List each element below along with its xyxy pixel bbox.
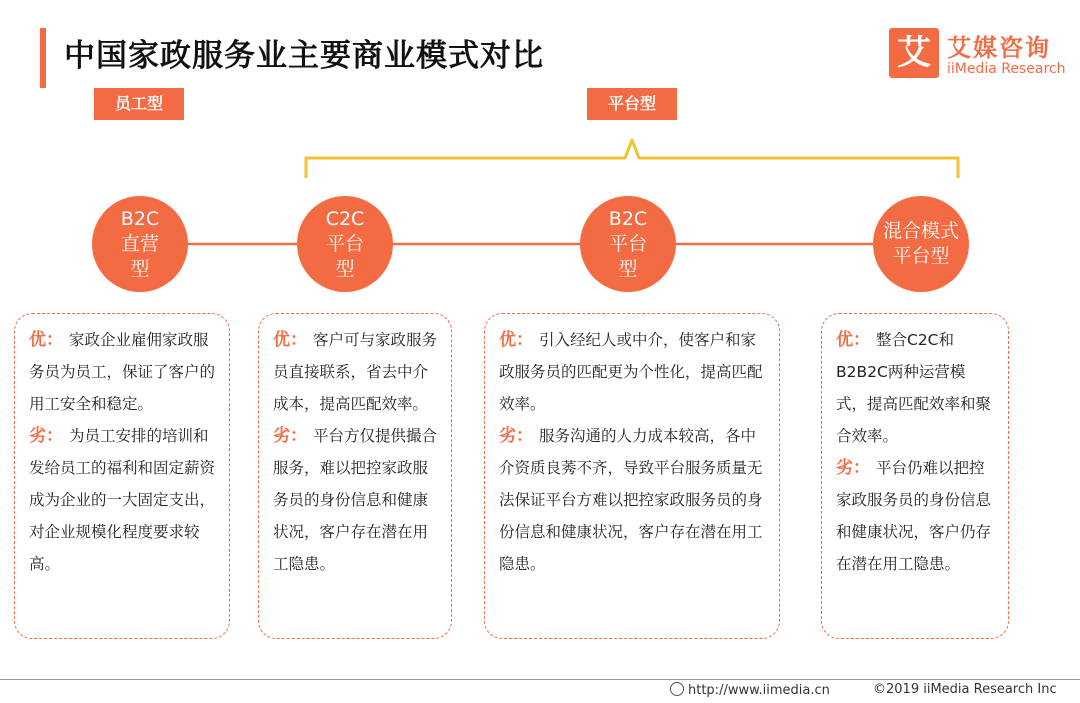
- logo-name-cn: 艾媒咨询: [947, 34, 1051, 62]
- node-label-line: 混合模式: [882, 220, 959, 242]
- model-card-b2c-direct: [14, 313, 230, 639]
- model-node-b2c-platform: [580, 196, 676, 292]
- pros-label: 优：: [499, 330, 533, 350]
- node-label-line: 直营: [120, 232, 159, 255]
- node-label-line: 平台: [608, 232, 647, 255]
- pros-text: [499, 324, 765, 420]
- logo-mark: 艾: [889, 28, 939, 78]
- footer-url-text[interactable]: http://www.iimedia.cn: [688, 683, 830, 698]
- model-card-hybrid-platform: [821, 313, 1009, 639]
- cons-text: [499, 420, 765, 580]
- model-card-b2c-platform: [484, 313, 780, 639]
- model-node-b2c-direct: [92, 196, 188, 292]
- globe-icon: [670, 682, 684, 696]
- cons-text: [836, 452, 994, 580]
- pros-content: 整合C2C和B2B2C两种运营模式，提高匹配效率和聚合效率。: [836, 331, 992, 445]
- group-tag-platform: 平台型: [587, 88, 677, 120]
- node-label-line: 型: [335, 257, 355, 280]
- node-label-line: 型: [130, 257, 150, 280]
- footer-copyright: ©2019 iiMedia Research Inc: [873, 682, 1057, 697]
- node-label-line: 型: [618, 257, 638, 280]
- logo-name-en: iiMedia Research: [947, 61, 1066, 77]
- platform-bracket: [306, 140, 958, 178]
- pros-text: [273, 324, 437, 420]
- cons-label: 劣：: [499, 426, 533, 446]
- cons-label: 劣：: [273, 426, 307, 446]
- model-card-c2c-platform: [258, 313, 452, 639]
- cons-label: 劣：: [29, 426, 63, 446]
- pros-content: 家政企业雇佣家政服务员为员工，保证了客户的用工安全和稳定。: [29, 331, 216, 413]
- footer-url[interactable]: [670, 682, 830, 698]
- cons-text: [29, 420, 215, 580]
- pros-text: [836, 324, 994, 452]
- pros-text: [29, 324, 215, 420]
- node-label-line: 平台型: [892, 245, 950, 267]
- pros-label: 优：: [273, 330, 307, 350]
- cons-content: 平台仍难以把控家政服务员的身份信息和健康状况，客户仍存在潜在用工隐患。: [836, 459, 992, 573]
- footer-divider: [0, 679, 1080, 680]
- model-node-c2c-platform: [297, 196, 393, 292]
- pros-content: 引入经纪人或中介，使客户和家政服务员的匹配更为个性化，提高匹配效率。: [499, 331, 763, 413]
- cons-content: 服务沟通的人力成本较高，各中介资质良莠不齐，导致平台服务质量无法保证平台方难以把控家政服务员的身份信息和健康状况，客户存在潜在用工隐患。: [499, 427, 763, 573]
- node-label-line: C2C: [325, 207, 365, 230]
- cons-content: 为员工安排的培训和发给员工的福利和固定薪资成为企业的一大固定支出，对企业规模化程度要求较高。: [29, 427, 216, 573]
- model-node-hybrid-platform: [873, 196, 969, 292]
- cons-label: 劣：: [836, 458, 870, 478]
- cons-text: [273, 420, 437, 580]
- node-label-line: 平台: [325, 232, 364, 255]
- node-label-line: B2C: [608, 207, 648, 230]
- cons-content: 平台方仅提供撮合服务，难以把控家政服务员的身份信息和健康状况，客户存在潜在用工隐患。: [273, 427, 438, 573]
- group-tag-employee: 员工型: [94, 88, 184, 120]
- pros-label: 优：: [836, 330, 870, 350]
- node-label-line: B2C: [120, 207, 160, 230]
- pros-label: 优：: [29, 330, 63, 350]
- pros-content: 客户可与家政服务员直接联系，省去中介成本，提高匹配效率。: [273, 331, 438, 413]
- page-title: 中国家政服务业主要商业模式对比: [64, 38, 544, 74]
